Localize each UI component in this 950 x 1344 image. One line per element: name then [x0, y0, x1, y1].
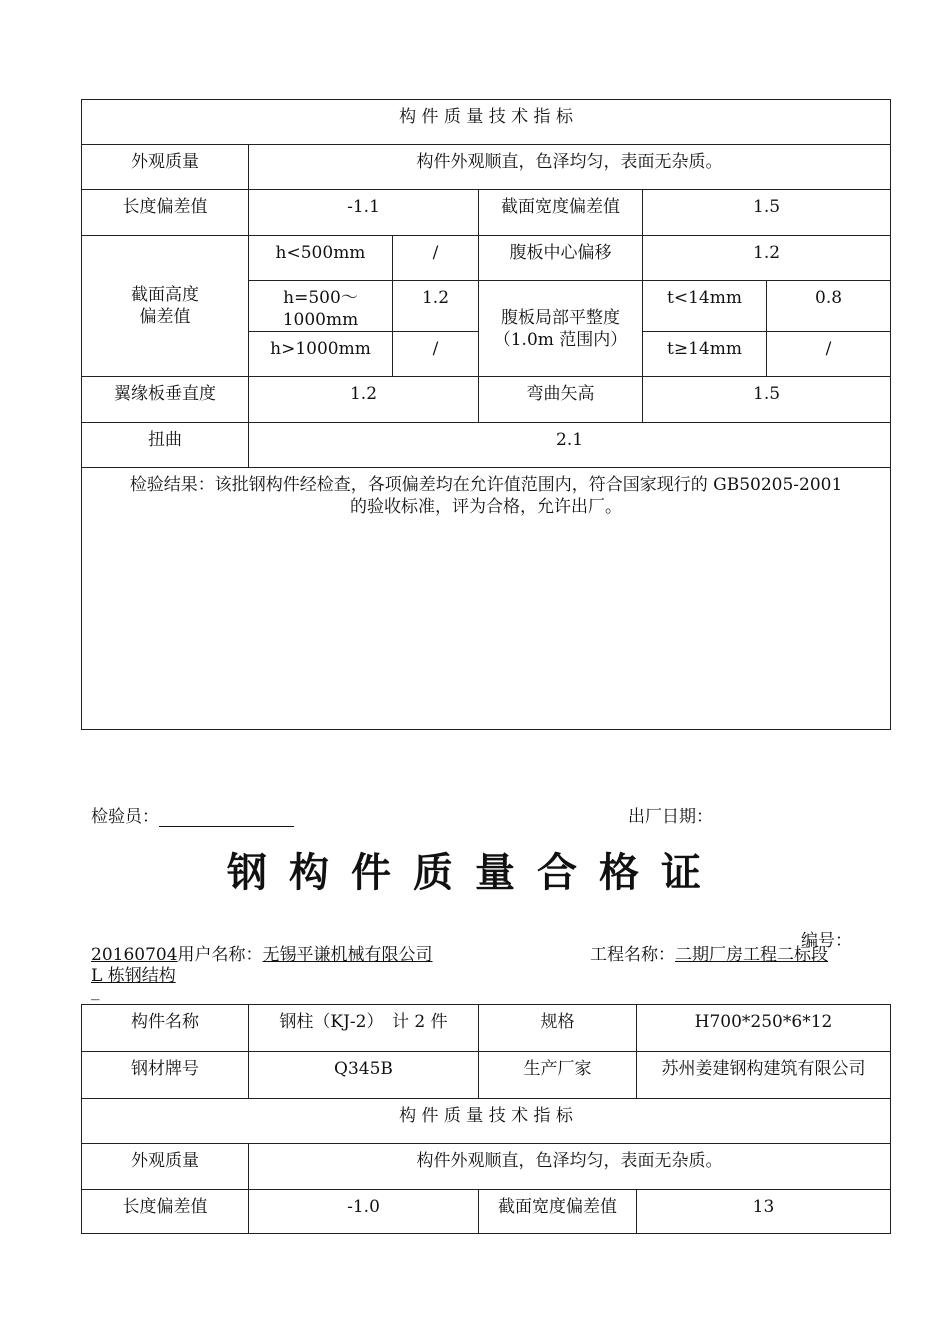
table-header: 构 件 质 量 技 术 指 标 — [82, 1099, 891, 1144]
width-dev-label: 截面宽度偏差值 — [479, 190, 643, 236]
length-dev-label: 长度偏差值 — [82, 1190, 249, 1234]
web-center-value: 1.2 — [643, 236, 891, 281]
customer-line — [91, 945, 433, 966]
inspector-signature-line — [159, 810, 294, 827]
result-line1: 检验结果：该批钢构件经检查，各项偏差均在允许值范围内，符合国家现行的 GB50205-2001 — [129, 475, 843, 495]
project-line — [590, 945, 828, 966]
t-value-2: / — [767, 332, 891, 377]
height-dev-label-line2: 偏差值 — [139, 307, 191, 327]
appearance-value: 构件外观顺直，色泽均匀，表面无杂质。 — [249, 145, 891, 190]
camber-value: 1.5 — [643, 377, 891, 423]
camber-label: 弯曲矢高 — [479, 377, 643, 423]
stray-mark: _ — [91, 981, 100, 1001]
twist-value: 2.1 — [249, 423, 891, 468]
twist-label: 扭曲 — [82, 423, 249, 468]
manufacturer-value: 苏州姜建钢构建筑有限公司 — [637, 1052, 891, 1099]
project-label: 工程名称： — [590, 945, 675, 965]
width-dev-label: 截面宽度偏差值 — [479, 1190, 637, 1234]
customer-label: 用户名称： — [177, 945, 263, 965]
steel-grade-label: 钢材牌号 — [82, 1052, 249, 1099]
h-value-3: / — [393, 332, 479, 377]
result-line2: 的验收标准，评为合格，允许出厂。 — [350, 497, 623, 517]
customer-name: 无锡平谦机械有限公司 — [262, 945, 433, 965]
number-label: 编号： — [801, 931, 852, 951]
flange-label: 翼缘板垂直度 — [82, 377, 249, 423]
project-name-cont: L 栋钢结构 — [91, 966, 176, 986]
web-flat-label-line1: 腹板局部平整度 — [501, 307, 620, 328]
ship-date-label: 出厂日期： — [628, 807, 713, 827]
spec-value: H700*250*6*12 — [637, 1005, 891, 1052]
web-flat-label-line2: （1.0m 范围内） — [493, 329, 628, 350]
appearance-label: 外观质量 — [82, 145, 249, 190]
inspection-result — [82, 468, 891, 730]
h-range-1: h<500mm — [249, 236, 393, 281]
h-value-1: / — [393, 236, 479, 281]
width-dev-value: 1.5 — [643, 190, 891, 236]
appearance-value: 构件外观顺直，色泽均匀，表面无杂质。 — [249, 1144, 891, 1190]
inspector-field — [91, 802, 294, 827]
length-dev-value: -1.1 — [249, 190, 479, 236]
t-range-2: t≥14mm — [643, 332, 767, 377]
h-range-2: h=500～1000mm — [249, 281, 393, 332]
certificate-title: 钢构件质量合格证 — [227, 849, 723, 896]
appearance-label: 外观质量 — [82, 1144, 249, 1190]
h-range-3: h>1000mm — [249, 332, 393, 377]
t-range-1: t<14mm — [643, 281, 767, 332]
length-dev-value: -1.0 — [249, 1190, 479, 1234]
height-dev-label — [82, 236, 249, 377]
height-dev-label-line1: 截面高度 — [131, 285, 199, 305]
steel-grade-value: Q345B — [249, 1052, 479, 1099]
manufacturer-label: 生产厂家 — [479, 1052, 637, 1099]
width-dev-value: 13 — [637, 1190, 891, 1234]
length-dev-label: 长度偏差值 — [82, 190, 249, 236]
date-code: 20160704 — [91, 945, 178, 965]
table-header: 构 件 质 量 技 术 指 标 — [82, 100, 891, 145]
certificate-table — [81, 1004, 891, 1234]
inspector-label: 检验员： — [91, 807, 159, 827]
web-flat-label — [479, 281, 643, 377]
component-name-value: 钢柱（KJ-2） 计 2 件 — [249, 1005, 479, 1052]
project-name: 二期厂房工程二标段 — [675, 945, 828, 965]
web-center-label: 腹板中心偏移 — [479, 236, 643, 281]
h-value-2: 1.2 — [393, 281, 479, 332]
flange-value: 1.2 — [249, 377, 479, 423]
spec-label: 规格 — [479, 1005, 637, 1052]
t-value-1: 0.8 — [767, 281, 891, 332]
component-name-label: 构件名称 — [82, 1005, 249, 1052]
quality-indicator-table — [81, 99, 891, 730]
